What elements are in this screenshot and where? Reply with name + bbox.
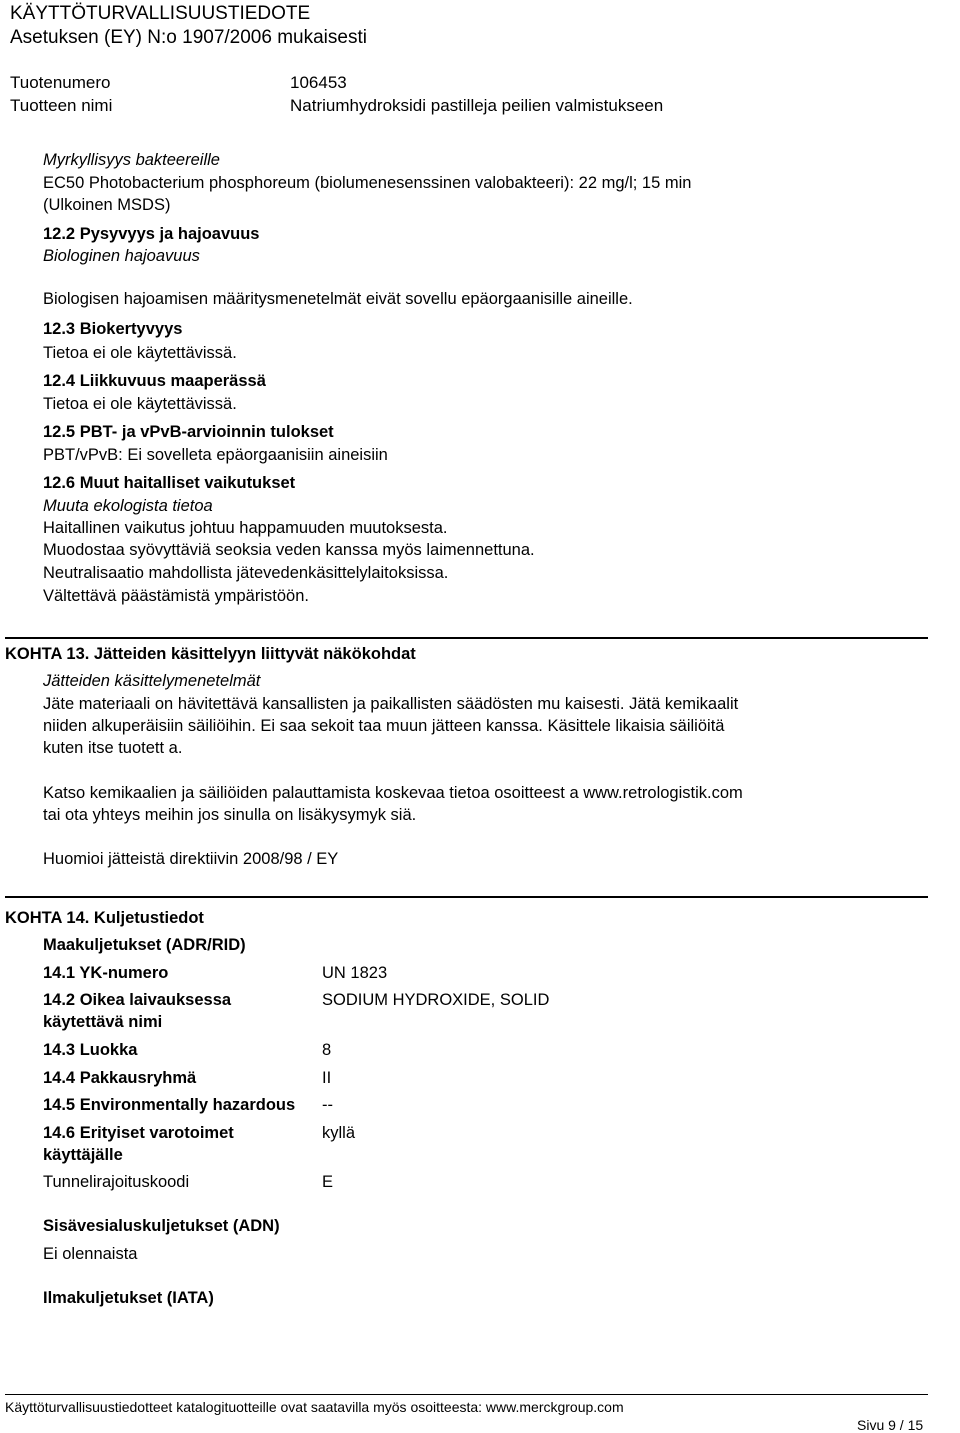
transport-row-value: 8	[322, 1041, 332, 1059]
toxicity-line-2: (Ulkoinen MSDS)	[43, 196, 171, 214]
footer-note: Käyttöturvallisuustiedotteet katalogituotteille ovat saatavilla myös osoitteesta: www.merckgroup.com	[5, 1399, 624, 1415]
land-transport-heading: Maakuljetukset (ADR/RID)	[43, 936, 246, 954]
page-number: Sivu 9 / 15	[857, 1417, 924, 1433]
waste-methods-heading: Jätteiden käsittelymenetelmät	[43, 672, 261, 690]
eco-line: Haitallinen vaikutus johtuu happamuuden muutoksesta.	[43, 519, 448, 537]
transport-row-value: kyllä	[322, 1124, 356, 1142]
section-14-heading: KOHTA 14. Kuljetustiedot	[5, 909, 204, 927]
air-transport-heading: Ilmakuljetukset (IATA)	[43, 1289, 214, 1307]
biodegradability-heading: Biologinen hajoavuus	[43, 247, 200, 265]
transport-row-label: 14.1 YK-numero	[43, 964, 169, 982]
transport-row-label: 14.4 Pakkausryhmä	[43, 1069, 197, 1087]
section-14-rule	[5, 896, 928, 898]
waste-line: niiden alkuperäisiin säiliöihin. Ei saa sekoit taa muun jätteen kanssa. Käsittele likaisia säiliöitä	[43, 717, 725, 735]
return-info-line: Katso kemikaalien ja säiliöiden palauttamista koskevaa tietoa osoitteest a www.retrologistik.com	[43, 784, 743, 802]
transport-row-value: --	[322, 1096, 333, 1114]
heading-12-5: 12.5 PBT- ja vPvB-arvioinnin tulokset	[43, 423, 334, 441]
heading-12-3: 12.3 Biokertyvyys	[43, 320, 183, 338]
transport-row-label: 14.5 Environmentally hazardous	[43, 1096, 296, 1114]
tunnel-code-label: Tunnelirajoituskoodi	[43, 1173, 190, 1191]
waste-directive: Huomioi jätteistä direktiivin 2008/98 / EY	[43, 850, 339, 868]
waste-line: Jäte materiaali on hävitettävä kansallisten ja paikallisten säädösten mu kaisesti. Jätä kemikaalit	[43, 695, 739, 713]
transport-row-label-cont: käytettävä nimi	[43, 1013, 163, 1031]
text-12-3: Tietoa ei ole käytettävissä.	[43, 344, 237, 362]
section-13-rule	[5, 637, 928, 639]
text-12-5: PBT/vPvB: Ei sovelleta epäorgaanisiin aineisiin	[43, 446, 388, 464]
heading-12-2: 12.2 Pysyvyys ja hajoavuus	[43, 225, 260, 243]
product-name-label: Tuotteen nimi	[10, 96, 113, 115]
tunnel-code-value: E	[322, 1173, 334, 1191]
eco-line: Vältettävä päästämistä ympäristöön.	[43, 587, 309, 605]
document-subtitle: Asetuksen (EY) N:o 1907/2006 mukaisesti	[10, 27, 367, 48]
biodegradability-text: Biologisen hajoamisen määritysmenetelmät eivät sovellu epäorgaanisille aineille.	[43, 290, 633, 308]
waste-line: kuten itse tuotett a.	[43, 739, 183, 757]
heading-12-6: 12.6 Muut haitalliset vaikutukset	[43, 474, 296, 492]
eco-line: Muodostaa syövyttäviä seoksia veden kanssa myös laimennettuna.	[43, 541, 535, 559]
product-number-value: 106453	[290, 73, 347, 92]
transport-row-label: 14.2 Oikea laivauksessa	[43, 991, 232, 1009]
inland-transport-heading: Sisävesialuskuljetukset (ADN)	[43, 1217, 280, 1235]
inland-transport-value: Ei olennaista	[43, 1245, 138, 1263]
toxicity-line-1: EC50 Photobacterium phosphoreum (biolumenesenssinen valobakteeri): 22 mg/l; 15 min	[43, 174, 692, 192]
document-title: KÄYTTÖTURVALLISUUSTIEDOTE	[10, 3, 311, 24]
eco-info-heading: Muuta ekologista tietoa	[43, 497, 213, 515]
footer-rule	[5, 1394, 928, 1395]
transport-row-value: II	[322, 1069, 332, 1087]
section-13-heading: KOHTA 13. Jätteiden käsittelyyn liittyvät näkökohdat	[5, 645, 416, 663]
transport-row-label: 14.3 Luokka	[43, 1041, 138, 1059]
product-number-label: Tuotenumero	[10, 73, 111, 92]
return-info-line: tai ota yhteys meihin jos sinulla on lisäkysymyk siä.	[43, 806, 417, 824]
transport-row-value: UN 1823	[322, 964, 388, 982]
transport-row-label: 14.6 Erityiset varotoimet	[43, 1124, 234, 1142]
heading-12-4: 12.4 Liikkuvuus maaperässä	[43, 372, 266, 390]
transport-row-value: SODIUM HYDROXIDE, SOLID	[322, 991, 550, 1009]
eco-line: Neutralisaatio mahdollista jätevedenkäsittelylaitoksissa.	[43, 564, 449, 582]
toxicity-bacteria-heading: Myrkyllisyys bakteereille	[43, 151, 220, 169]
text-12-4: Tietoa ei ole käytettävissä.	[43, 395, 237, 413]
transport-row-label-cont: käyttäjälle	[43, 1146, 123, 1164]
product-name-value: Natriumhydroksidi pastilleja peilien valmistukseen	[290, 96, 664, 115]
